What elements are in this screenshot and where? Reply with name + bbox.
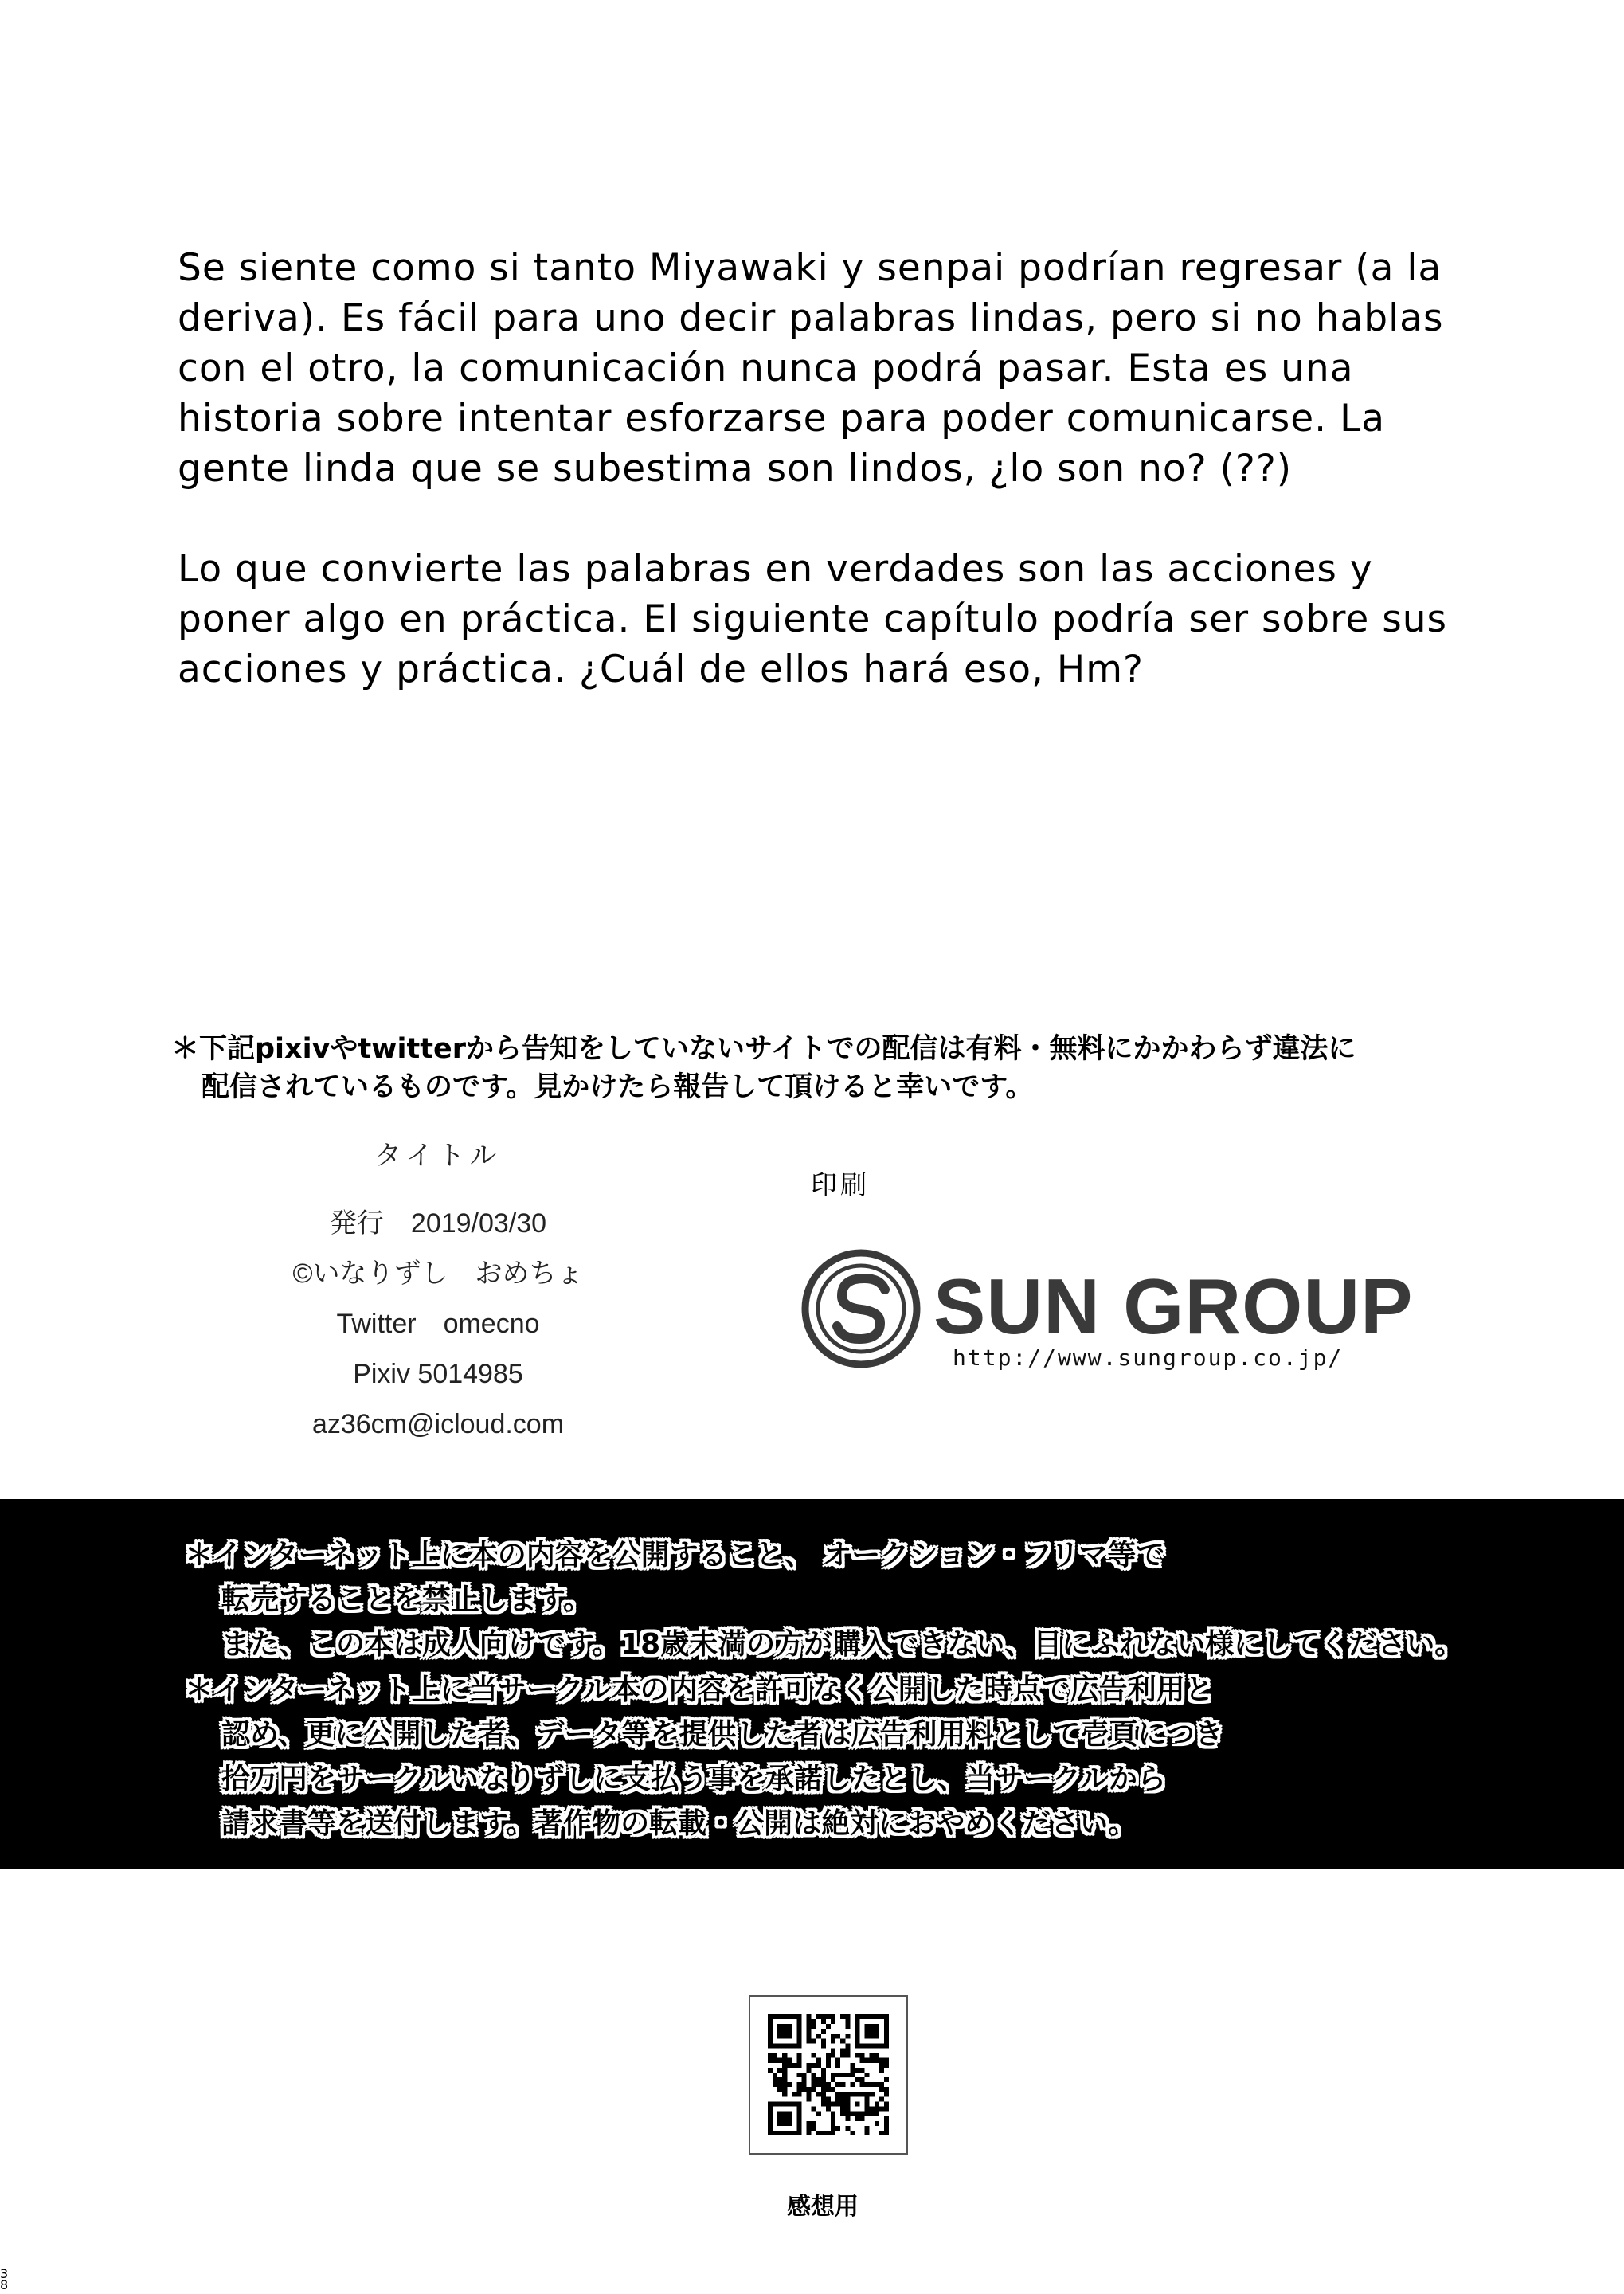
qr-code-icon	[768, 2014, 889, 2135]
notice-block-2	[185, 1668, 1539, 1846]
colophon-published: 発行 2019/03/30	[329, 1208, 547, 1239]
notice-block-1	[185, 1533, 1539, 1667]
qr-code-frame[interactable]	[749, 1995, 908, 2155]
colophon-title: タイトル	[374, 1141, 502, 1171]
warning-line: 配信されているものです。見かけたら報告して頂けると幸いです。	[202, 1071, 1034, 1103]
distribution-warning	[171, 1030, 1477, 1106]
translator-note	[178, 243, 1484, 745]
colophon-pixiv: Pixiv 5014985	[353, 1359, 523, 1389]
sun-group-url: http://www.sungroup.co.jp/	[953, 1345, 1344, 1371]
notice-line: ＊インターネット上に当サークル本の内容を許可なく公開した時点で広告利用と	[185, 1674, 1214, 1706]
qr-caption: 感想用	[787, 2193, 859, 2221]
notice-line: 拾万円をサークルいなりずしに支払う事を承諾したとし、当サークルから	[221, 1763, 1166, 1795]
page-number: 38	[0, 2266, 9, 2292]
notice-line: また、この本は成人向けです。18歳未満の方が購入できない、目にふれない様にしてください。	[221, 1628, 1464, 1661]
sun-group-logo-icon	[800, 1248, 922, 1369]
sun-group-name: SUN GROUP	[933, 1262, 1414, 1350]
print-label: 印刷	[811, 1169, 870, 1200]
colophon-twitter: Twitter omecno	[336, 1309, 540, 1339]
notice-line: 請求書等を送付します。著作物の転載・公開は絶対におやめください。	[221, 1807, 1137, 1840]
note-paragraph-1: Se siente como si tanto Miyawaki y senpai podrían regresar (a la deriva). Es fácil para uno decir palabras lindas, pero si no hablas con el otro, la comunicación nunca podrá pasar. Esta es una historia sobre intentar esforzarse para poder comunicarse. La gente linda que se subestima son lindos, ¿lo son no? (??)	[178, 246, 1444, 491]
colophon	[239, 1131, 637, 1450]
notice-line: 転売することを禁止します。	[221, 1583, 593, 1616]
note-paragraph-2: Lo que convierte las palabras en verdades son las acciones y poner algo en práctica. El siguiente capítulo podría ser sobre sus acciones y práctica. ¿Cuál de ellos hará eso, Hm?	[178, 547, 1448, 691]
colophon-copyright: ©いなりずし おめちょ	[292, 1259, 584, 1289]
notice-line: ＊インターネット上に本の内容を公開すること、 オークション・フリマ等で	[185, 1539, 1165, 1572]
colophon-email: az36cm@icloud.com	[311, 1409, 565, 1439]
notice-line: 認め、更に公開した者、データ等を提供した者は広告利用料として壱頁につき	[221, 1718, 1223, 1751]
warning-line: ＊下記pixivやtwitterから告知をしていないサイトでの配信は有料・無料にかかわらず違法に	[171, 1033, 1356, 1065]
